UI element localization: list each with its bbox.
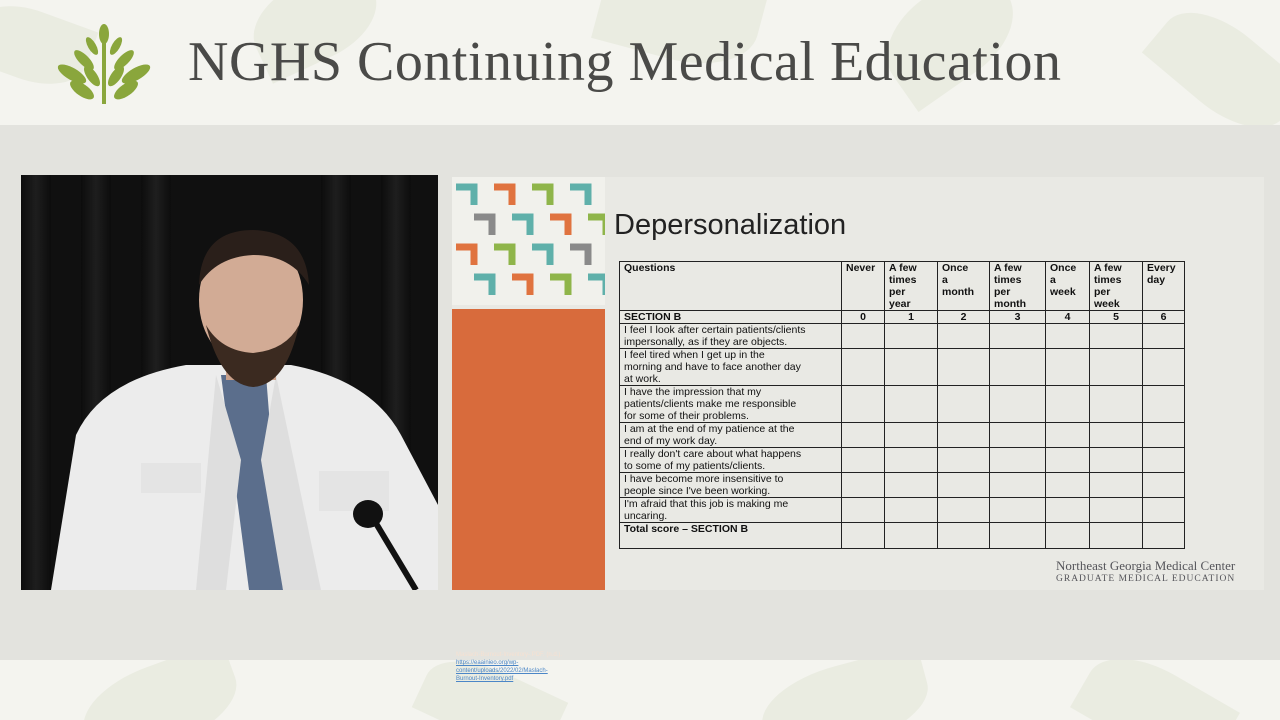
answer-cell <box>885 448 938 473</box>
score-cell: 0 <box>842 311 885 324</box>
question-line: I feel I look after certain patients/clients <box>624 324 806 336</box>
question-line: end of my work day. <box>624 435 718 447</box>
score-cell: 6 <box>1143 311 1185 324</box>
question-line: patients/clients make me responsible <box>624 398 797 410</box>
answer-cell <box>938 448 990 473</box>
table-row <box>620 423 1185 448</box>
answer-cell <box>842 498 885 523</box>
total-row <box>620 523 1185 549</box>
frequency-header-line: a <box>1050 274 1056 286</box>
answer-cell <box>990 386 1046 423</box>
table-body <box>620 311 1185 549</box>
answer-cell <box>938 386 990 423</box>
total-label: Total score – SECTION B <box>620 523 842 549</box>
answer-cell <box>1143 423 1185 448</box>
answer-cell <box>938 349 990 386</box>
presentation-slide <box>452 177 1264 682</box>
answer-cell <box>938 423 990 448</box>
frequency-header-line: A few <box>994 262 1022 274</box>
slide-title: Depersonalization <box>614 209 847 241</box>
answer-cell <box>990 448 1046 473</box>
header <box>0 0 1280 125</box>
table-row <box>620 498 1185 523</box>
answer-cell <box>1090 386 1143 423</box>
citation-link[interactable]: https://eaainieo.org/wp-content/uploads/2022/02/Maslach-Burnout-Inventory.pdf <box>456 660 548 682</box>
question-text <box>620 386 842 423</box>
section-label: SECTION B <box>620 311 842 324</box>
answer-cell <box>885 386 938 423</box>
table-row <box>620 448 1185 473</box>
question-text <box>620 473 842 498</box>
answer-cell <box>1143 448 1185 473</box>
answer-cell <box>990 473 1046 498</box>
frequency-header-line: per <box>994 286 1011 298</box>
answer-cell <box>842 349 885 386</box>
answer-cell <box>1143 473 1185 498</box>
brand-subtitle: GRADUATE MEDICAL EDUCATION <box>1056 574 1236 584</box>
frequency-header-line: Never <box>846 262 876 274</box>
answer-cell <box>1143 386 1185 423</box>
answer-cell <box>990 324 1046 349</box>
footer-branding <box>1056 558 1235 584</box>
frequency-header-line: times <box>889 274 917 286</box>
page-title: NGHS Continuing Medical Education <box>188 31 1062 93</box>
answer-cell <box>1046 349 1090 386</box>
total-cell <box>938 523 990 549</box>
question-line: I really don't care about what happens <box>624 448 802 460</box>
total-cell <box>1143 523 1185 549</box>
answer-cell <box>1143 498 1185 523</box>
total-cell <box>842 523 885 549</box>
score-cell: 3 <box>990 311 1046 324</box>
question-line: I have become more insensitive to <box>624 473 784 485</box>
frequency-header-line: per <box>1094 286 1111 298</box>
answer-cell <box>1046 324 1090 349</box>
answer-cell <box>1046 386 1090 423</box>
answer-cell <box>1090 423 1143 448</box>
speaker-figure <box>21 175 438 590</box>
answer-cell <box>842 448 885 473</box>
frequency-header-line: A few <box>889 262 917 274</box>
nghs-leaf-logo <box>52 24 156 104</box>
answer-cell <box>885 349 938 386</box>
frequency-header-line: day <box>1147 274 1166 286</box>
question-line: at work. <box>624 373 661 385</box>
answer-cell <box>1090 473 1143 498</box>
answer-cell <box>938 473 990 498</box>
question-line: I'm afraid that this job is making me <box>624 498 789 510</box>
question-text <box>620 324 842 349</box>
frequency-header <box>885 262 938 311</box>
answer-cell <box>1046 473 1090 498</box>
question-line: I am at the end of my patience at the <box>624 423 795 435</box>
frequency-header-line: week <box>1050 286 1076 298</box>
answer-cell <box>842 473 885 498</box>
answer-cell <box>1090 498 1143 523</box>
total-cell <box>1046 523 1090 549</box>
answer-cell <box>842 386 885 423</box>
answer-cell <box>938 498 990 523</box>
question-line: to some of my patients/clients. <box>624 460 766 472</box>
question-line: I feel tired when I get up in the <box>624 349 765 361</box>
frequency-header-line: Every <box>1147 262 1176 274</box>
brand-name: Northeast Georgia Medical Center <box>1056 558 1236 573</box>
depersonalization-table <box>619 261 1185 549</box>
total-cell <box>990 523 1046 549</box>
questions-header: Questions <box>620 262 842 311</box>
question-text <box>620 498 842 523</box>
table-row <box>620 324 1185 349</box>
speaker-video <box>21 175 438 590</box>
answer-cell <box>1143 349 1185 386</box>
frequency-header <box>1046 262 1090 311</box>
frequency-header <box>990 262 1046 311</box>
frequency-header-line: week <box>1094 298 1120 310</box>
frequency-header <box>842 262 885 311</box>
question-text <box>620 423 842 448</box>
answer-cell <box>1046 498 1090 523</box>
answer-cell <box>1046 423 1090 448</box>
answer-cell <box>938 324 990 349</box>
answer-cell <box>842 423 885 448</box>
answer-cell <box>842 324 885 349</box>
answer-cell <box>885 498 938 523</box>
question-text <box>620 349 842 386</box>
frequency-header-line: times <box>994 274 1022 286</box>
score-cell: 1 <box>885 311 938 324</box>
answer-cell <box>885 324 938 349</box>
frequency-header-line: month <box>942 286 975 298</box>
frequency-header <box>1090 262 1143 311</box>
answer-cell <box>885 473 938 498</box>
answer-cell <box>1046 448 1090 473</box>
frequency-header-line: Once <box>942 262 969 274</box>
answer-cell <box>885 423 938 448</box>
frequency-header-line: month <box>994 298 1027 310</box>
question-line: morning and have to face another day <box>624 361 801 373</box>
frequency-header <box>1143 262 1185 311</box>
answer-cell <box>1090 324 1143 349</box>
total-cell <box>1090 523 1143 549</box>
frequency-header-line: times <box>1094 274 1122 286</box>
answer-cell <box>1090 448 1143 473</box>
table-row <box>620 386 1185 423</box>
score-cell: 4 <box>1046 311 1090 324</box>
frequency-header-line: a <box>942 274 948 286</box>
score-cell: 2 <box>938 311 990 324</box>
question-line: impersonally, as if they are objects. <box>624 336 788 348</box>
answer-cell <box>990 423 1046 448</box>
question-line: people since I've been working. <box>624 485 771 497</box>
frequency-header-line: A few <box>1094 262 1122 274</box>
citation-text: Maslach-Burnout-Inventory-.PDF. (n.d.). <box>456 652 563 658</box>
total-cell <box>885 523 938 549</box>
question-line: I have the impression that my <box>624 386 762 398</box>
slide-decorative-pattern <box>452 177 605 305</box>
frequency-header-line: Once <box>1050 262 1077 274</box>
answer-cell <box>990 498 1046 523</box>
frequency-header <box>938 262 990 311</box>
citation <box>456 651 566 683</box>
question-text <box>620 448 842 473</box>
question-line: for some of their problems. <box>624 410 749 422</box>
answer-cell <box>1143 324 1185 349</box>
answer-cell <box>990 349 1046 386</box>
table-row <box>620 473 1185 498</box>
answer-cell <box>1090 349 1143 386</box>
table-row <box>620 349 1185 386</box>
frequency-header-line: per <box>889 286 906 298</box>
score-cell: 5 <box>1090 311 1143 324</box>
question-line: uncaring. <box>624 510 668 522</box>
frequency-header-line: year <box>889 298 911 310</box>
slide-orange-panel <box>452 309 605 682</box>
